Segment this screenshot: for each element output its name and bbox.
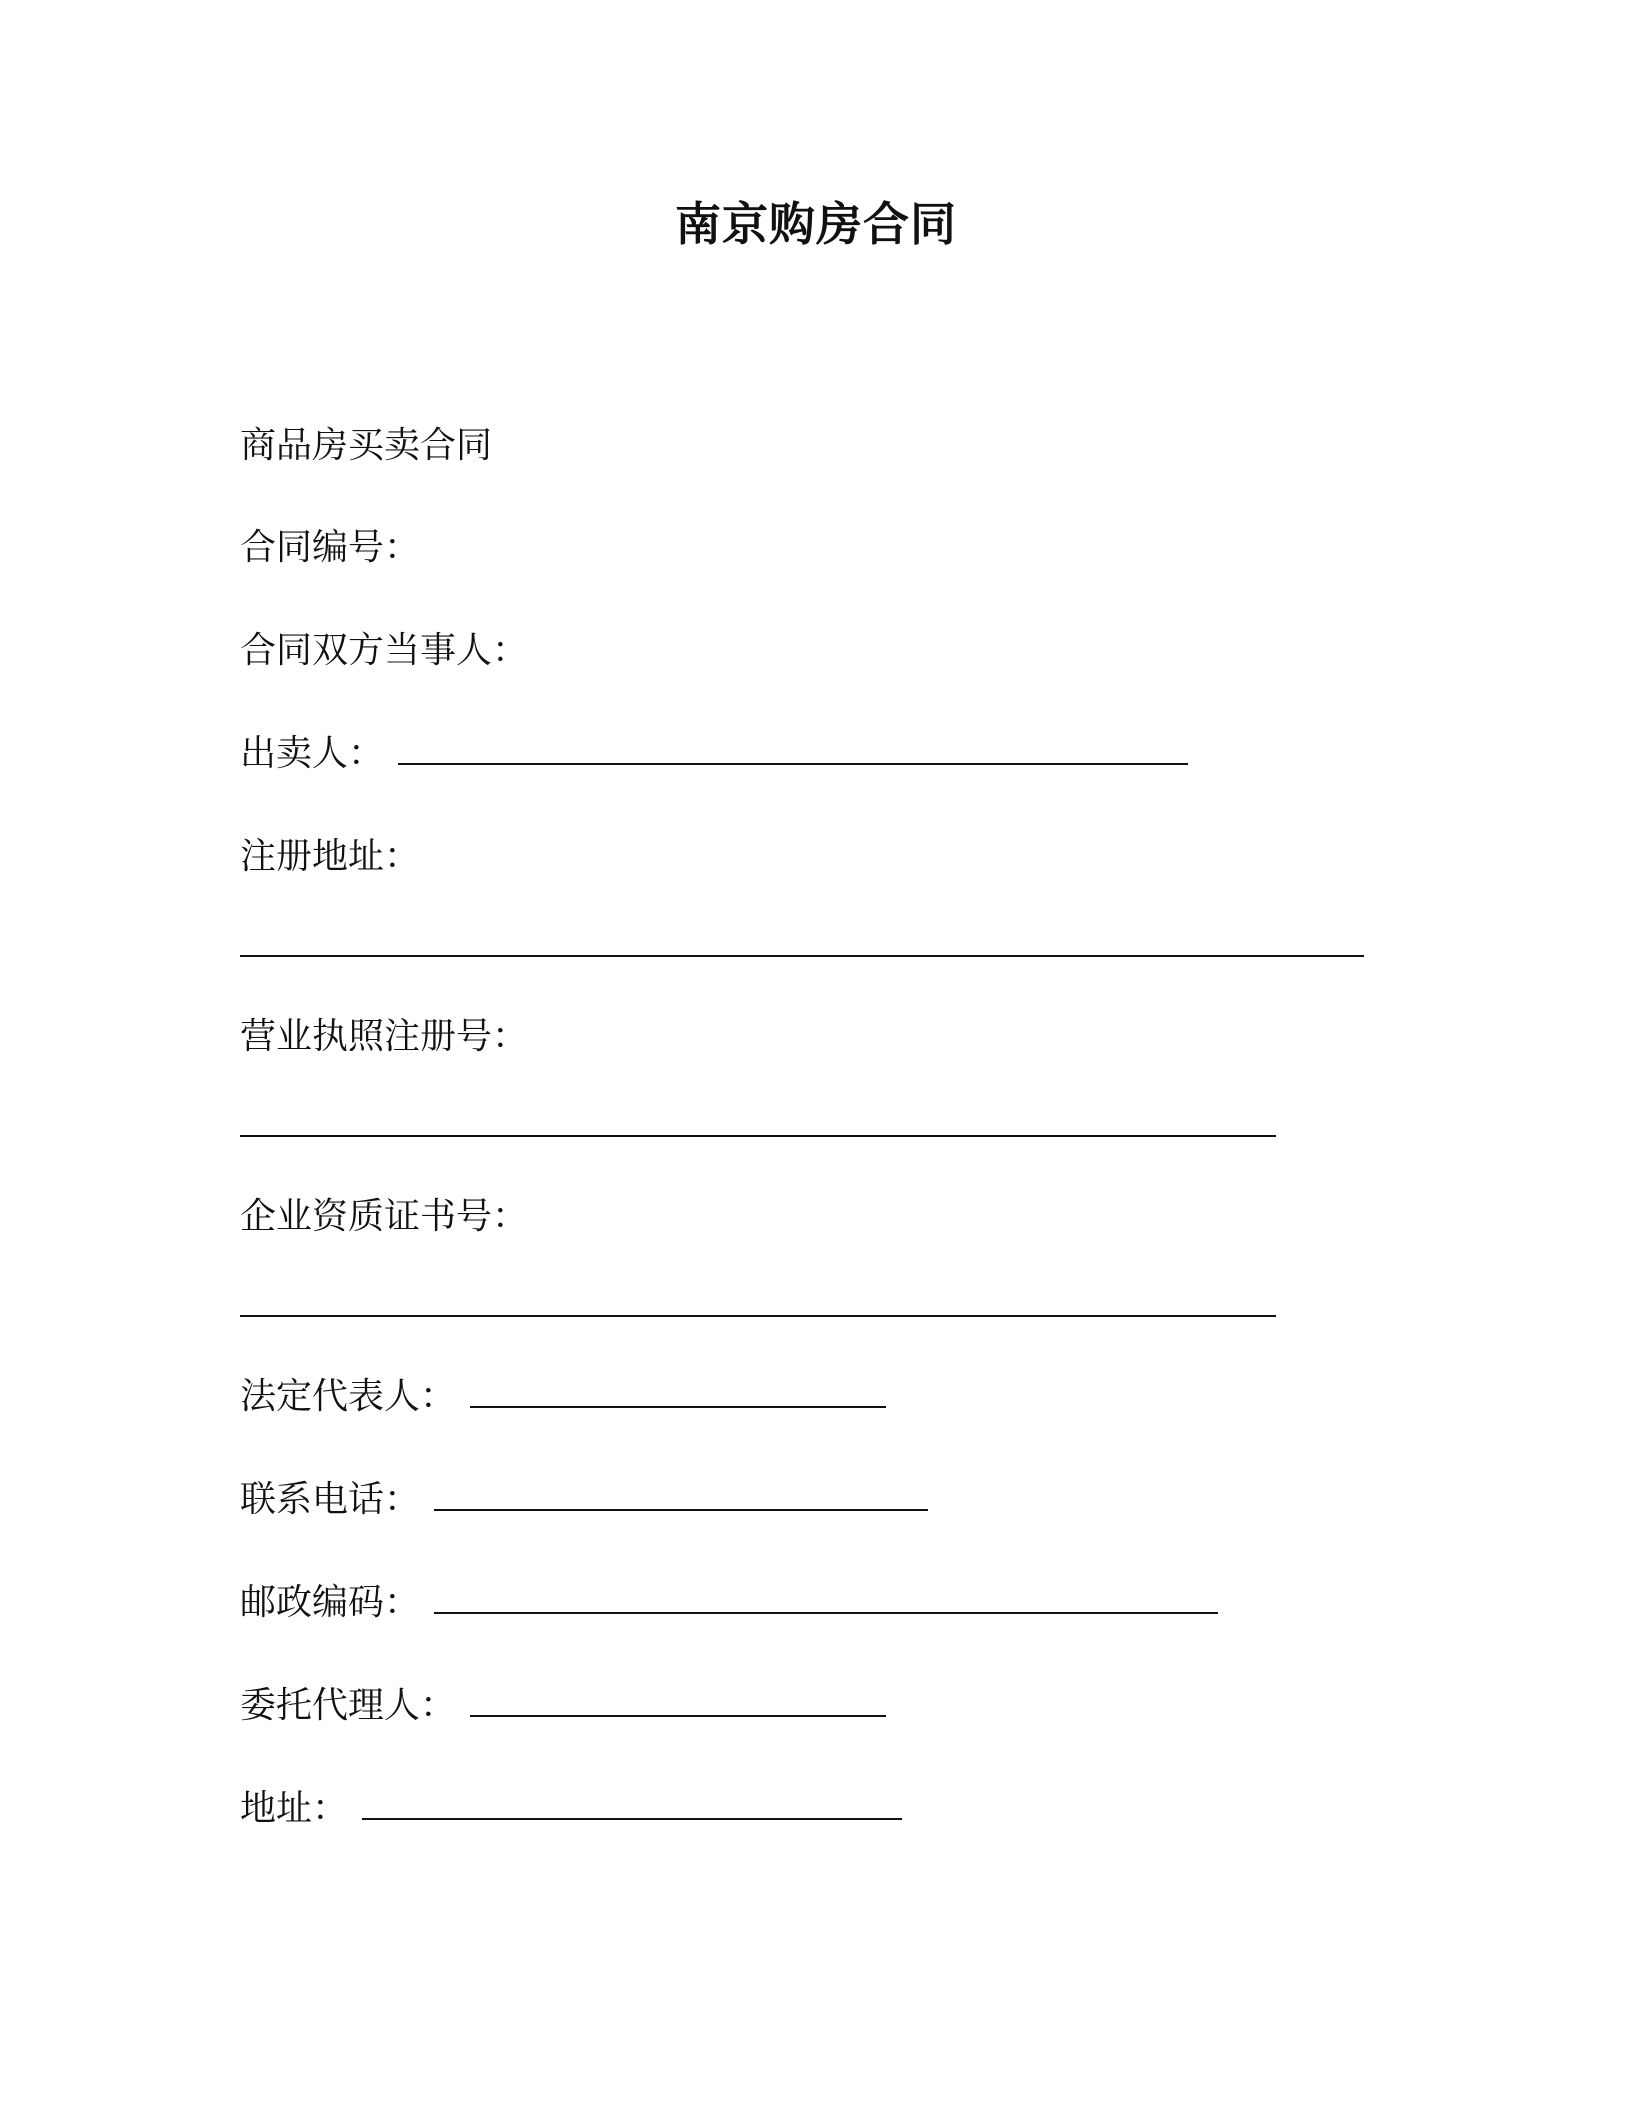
qualification-cert-label: 企业资质证书号： <box>240 1196 529 1237</box>
address-line <box>240 1785 902 1833</box>
registered-address-line <box>240 833 420 881</box>
postal-code-label: 邮政编码： <box>240 1582 421 1623</box>
agent-blank[interactable] <box>470 1685 886 1717</box>
qualification-cert-blank[interactable] <box>240 1315 1276 1317</box>
parties-line <box>240 627 528 675</box>
legal-representative-label: 法定代表人： <box>240 1376 457 1417</box>
phone-line <box>240 1476 928 1524</box>
phone-label: 联系电话： <box>240 1479 421 1520</box>
contract-number-line <box>240 524 420 572</box>
business-license-line <box>240 1013 528 1061</box>
seller-blank[interactable] <box>398 733 1188 765</box>
business-license-label: 营业执照注册号： <box>240 1016 529 1057</box>
postal-code-blank[interactable] <box>434 1582 1218 1614</box>
legal-representative-line <box>240 1373 886 1421</box>
agent-label: 委托代理人： <box>240 1685 457 1726</box>
qualification-cert-line <box>240 1193 528 1241</box>
contract-number-label: 合同编号： <box>240 527 421 568</box>
registered-address-label: 注册地址： <box>240 836 421 877</box>
postal-code-line <box>240 1579 1218 1627</box>
registered-address-blank[interactable] <box>240 955 1364 957</box>
address-blank[interactable] <box>362 1788 902 1820</box>
parties-label: 合同双方当事人： <box>240 630 529 671</box>
address-label: 地址： <box>240 1788 349 1829</box>
agent-line <box>240 1682 886 1730</box>
contract-heading-text: 商品房买卖合同 <box>240 425 493 466</box>
seller-label: 出卖人： <box>240 733 385 774</box>
business-license-blank[interactable] <box>240 1135 1276 1137</box>
phone-blank[interactable] <box>434 1479 928 1511</box>
contract-heading <box>240 422 492 470</box>
document-title: 南京购房合同 <box>675 197 957 251</box>
legal-representative-blank[interactable] <box>470 1376 886 1408</box>
seller-line <box>240 730 1188 778</box>
